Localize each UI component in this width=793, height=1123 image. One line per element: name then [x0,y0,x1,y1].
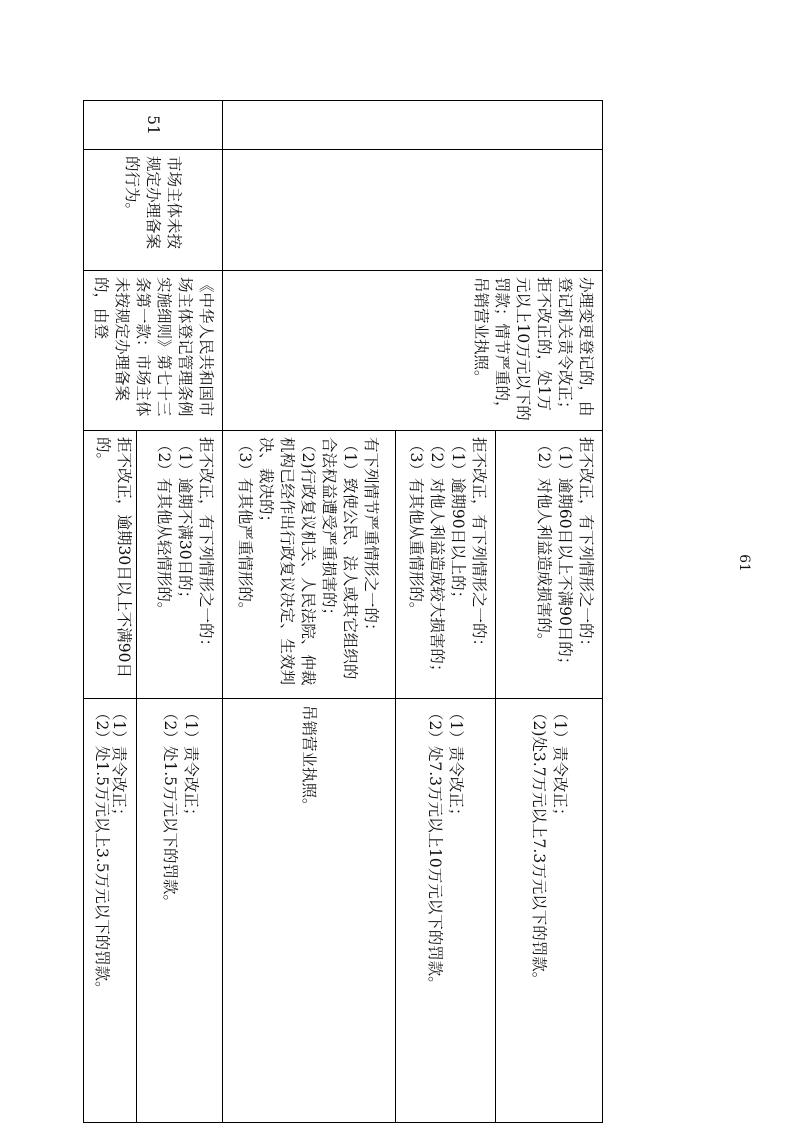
case-lead: 拒不改正，有下列情形之一的： [577,437,595,655]
case-lead: 有下列情节严重情形之一的： [362,437,380,639]
behavior-cell [223,150,603,271]
penalty-table [83,100,603,1123]
basis-cell [223,271,603,431]
penalty-cell [396,699,496,1123]
basis-text: 办理变更登记的，由登记机关责令改正；拒不改正的，处1万元以上10万元以下的罚款；情节严重的，吊销营业执照。 [472,277,595,421]
penalty-item: （2）处1.5万元以上3.5万元以下的罚款。 [93,705,112,997]
penalty-item: （1）责令改正； [181,705,200,824]
case-cell [84,431,137,699]
penalty-cell [84,699,137,1123]
penalty-item: （2）处7.3万元以上10万元以下的罚款。 [426,705,445,992]
case-cell [496,431,603,699]
case-cell [396,431,496,699]
case-item: （3）有其他从重情形的。 [407,437,425,618]
penalty-item: （1）责令改正； [110,705,129,824]
behavior-text: 市场主体未按规定办理备案的行为。 [123,156,184,250]
penalty-item: （1）责令改正； [447,705,466,824]
number-cell [84,101,223,150]
case-item: （1）逾期不满30日的； [176,437,194,607]
basis-text: 《中华人民共和国市场主体登记管理条例实施细则》第七十三条第一款：市场主体未按规定办理备案的，由登 [92,277,215,417]
case-lead: 拒不改正，逾期30日以上不满90日的。 [94,437,134,678]
case-item: （2）对他人利益造成较大损害的； [428,437,446,680]
case-lead: 拒不改正，有下列情形之一的： [470,437,488,655]
case-item: （2)行政复议机关、人民法院、仲裁机构已经作出行政复议决定、生效判决、裁决的； [257,437,317,686]
case-item: （1）致使公民、法人或其它组织的合法权益遭受严重损害的； [320,437,359,680]
case-item: （1）逾期90日以上的； [449,437,467,607]
case-cell [137,431,223,699]
penalty-cell [223,699,396,1123]
case-cell [223,431,396,699]
row-number: 51 [144,115,163,135]
case-item: （2）对他人利益造成损害的。 [535,437,553,649]
penalty-item: （2）处1.5万元以下的罚款。 [160,705,179,911]
table-row [137,101,223,1123]
case-lead: 拒不改正，有下列情形之一的： [197,437,215,655]
penalty-cell [496,699,603,1123]
case-item: （2）有其他从轻情形的。 [155,437,173,618]
penalty-item: （1）责令改正； [551,705,569,824]
penalty-item: （2)处3.7万元以上7.3万元以下的罚款。 [530,705,548,988]
page-number: 61 [735,554,752,572]
behavior-cell [84,150,223,271]
penalty-item: 吊销营业执照。 [300,705,319,814]
rotated-table-wrapper [92,100,603,1122]
basis-cell [84,271,223,431]
case-item: （3）有其他严重情形的。 [236,437,254,618]
number-cell [223,101,603,150]
penalty-cell [137,699,223,1123]
case-item: （1）逾期60日以上不满90日的； [556,437,574,673]
table-row [496,101,603,1123]
